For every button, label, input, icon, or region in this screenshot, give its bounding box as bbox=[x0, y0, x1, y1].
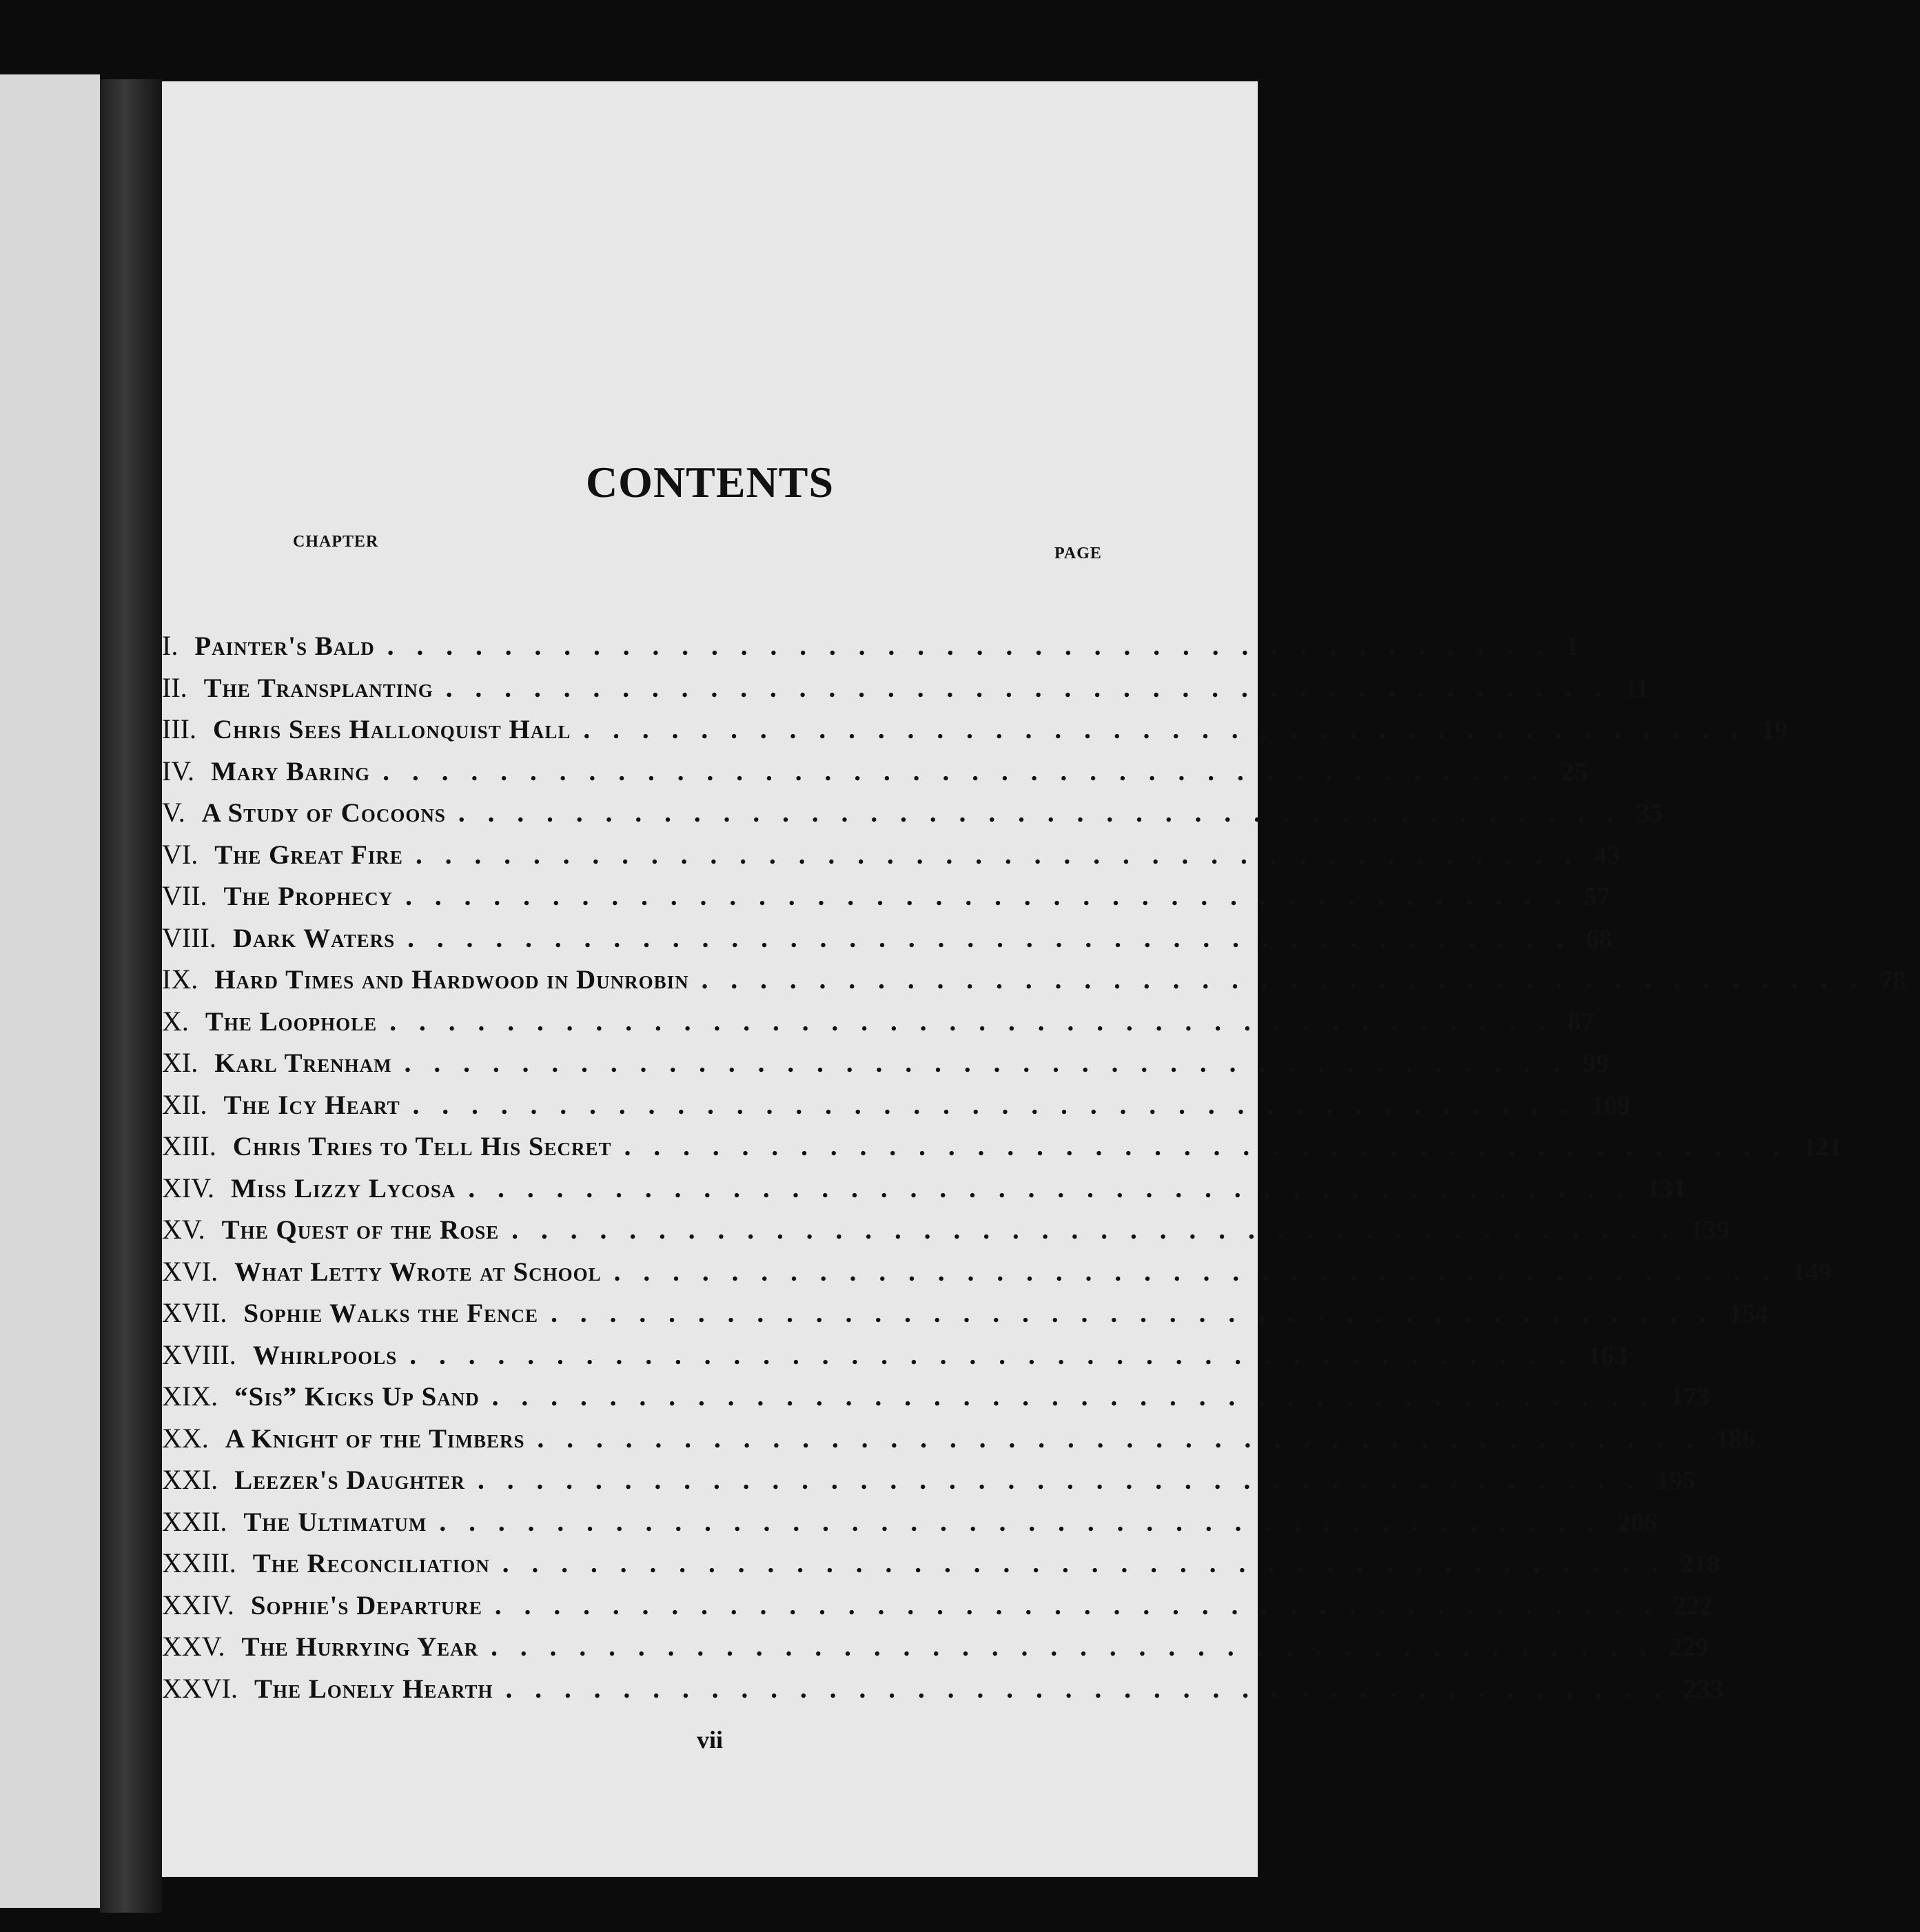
chapter-title: A Study of Cocoons bbox=[201, 798, 446, 828]
toc-entry bbox=[162, 629, 1579, 671]
dot-leader: ........................................ bbox=[404, 1048, 1583, 1078]
page-number: 131 bbox=[1646, 1174, 1686, 1203]
chapter-number: XIII. bbox=[162, 1130, 216, 1161]
page-number: 218 bbox=[1680, 1549, 1720, 1578]
page-title: CONTENTS bbox=[585, 458, 835, 507]
chapter-number: XVI. bbox=[162, 1255, 218, 1287]
dot-leader: ........................................ bbox=[613, 1257, 1793, 1287]
page-number: 57 bbox=[1584, 882, 1611, 911]
chapter-title: Chris Sees Hallonquist Hall bbox=[212, 715, 571, 744]
dot-leader: ........................................ bbox=[405, 882, 1584, 911]
page-number: 35 bbox=[1636, 799, 1663, 828]
toc-entry bbox=[162, 1630, 1709, 1671]
chapter-number: XXVI. bbox=[162, 1672, 238, 1704]
page-number: 11 bbox=[1624, 673, 1649, 703]
page-number: 99 bbox=[1582, 1049, 1609, 1078]
dot-leader: ........................................ bbox=[494, 1590, 1673, 1620]
dot-leader: ........................................ bbox=[389, 1006, 1569, 1037]
dot-leader: ........................................ bbox=[701, 965, 1880, 995]
toc-entry bbox=[162, 963, 1906, 1004]
facing-page-edge bbox=[0, 74, 100, 1908]
toc-entry bbox=[162, 1255, 1832, 1297]
toc-entry bbox=[162, 1672, 1724, 1714]
page-folio: vii bbox=[696, 1726, 723, 1753]
toc-entry bbox=[162, 796, 1663, 837]
chapter-number: IX. bbox=[162, 964, 198, 995]
book-page bbox=[162, 81, 1906, 1877]
chapter-number: VI. bbox=[162, 838, 198, 870]
dot-leader: ........................................ bbox=[468, 1173, 1647, 1203]
chapter-title: Sophie Walks the Fence bbox=[243, 1299, 539, 1328]
dot-leader: ........................................ bbox=[445, 673, 1624, 703]
page-column-header: PAGE bbox=[1054, 545, 1102, 562]
dot-leader: ........................................ bbox=[477, 1465, 1656, 1495]
dot-leader: ........................................ bbox=[511, 1215, 1691, 1245]
toc-entry bbox=[162, 755, 1588, 796]
page-number: 173 bbox=[1670, 1383, 1710, 1412]
page-number: 19 bbox=[1761, 715, 1788, 744]
page-number: 1 bbox=[1565, 632, 1579, 661]
chapter-title: The Prophecy bbox=[223, 882, 394, 911]
dot-leader: ........................................ bbox=[458, 798, 1637, 828]
chapter-title: Painter's Bald bbox=[194, 631, 375, 661]
chapter-number: XXI. bbox=[162, 1464, 218, 1495]
toc-entry bbox=[162, 922, 1613, 963]
page-number: 87 bbox=[1568, 1007, 1595, 1037]
chapter-title: The Quest of the Rose bbox=[221, 1215, 500, 1245]
chapter-number: I. bbox=[162, 630, 178, 661]
chapter-number: X. bbox=[162, 1005, 189, 1037]
chapter-number: XX. bbox=[162, 1422, 209, 1454]
chapter-number: VIII. bbox=[162, 922, 216, 953]
page-number: 163 bbox=[1588, 1341, 1628, 1370]
chapter-title: The Great Fire bbox=[214, 840, 403, 870]
chapter-title: The Icy Heart bbox=[223, 1090, 400, 1120]
chapter-number: XXV. bbox=[162, 1631, 225, 1662]
dot-leader: ........................................ bbox=[412, 1090, 1591, 1120]
chapter-title: The Transplanting bbox=[203, 673, 433, 703]
page-number: 43 bbox=[1593, 840, 1620, 870]
toc-entry bbox=[162, 1046, 1609, 1088]
chapter-number: V. bbox=[162, 797, 185, 828]
toc-entry bbox=[162, 1422, 1755, 1463]
dot-leader: ........................................ bbox=[415, 840, 1594, 870]
toc-entry bbox=[162, 1005, 1595, 1046]
page-number: 233 bbox=[1684, 1674, 1724, 1704]
toc-entry bbox=[162, 1589, 1713, 1630]
dot-leader: ........................................ bbox=[407, 923, 1586, 953]
dot-leader: ........................................ bbox=[537, 1423, 1716, 1454]
page-number: 25 bbox=[1561, 757, 1588, 786]
toc-entry bbox=[162, 713, 1788, 754]
chapter-title: Karl Trenham bbox=[214, 1048, 392, 1078]
dot-leader: ........................................ bbox=[387, 631, 1566, 661]
chapter-title: The Loophole bbox=[205, 1006, 378, 1037]
chapter-number: VII. bbox=[162, 880, 207, 911]
toc-entry bbox=[162, 1297, 1769, 1338]
page-number: 186 bbox=[1715, 1424, 1755, 1454]
page-number: 109 bbox=[1591, 1090, 1631, 1120]
toc-entry bbox=[162, 1505, 1657, 1547]
dot-leader: ........................................ bbox=[624, 1132, 1803, 1161]
toc-entry bbox=[162, 1088, 1631, 1130]
chapter-title: The Ultimatum bbox=[243, 1507, 427, 1537]
chapter-number: XIV. bbox=[162, 1172, 214, 1203]
chapter-title: “Sis” Kicks Up Sand bbox=[234, 1382, 480, 1412]
chapter-title: Sophie's Departure bbox=[250, 1590, 482, 1620]
chapter-number: XII. bbox=[162, 1088, 207, 1120]
chapter-title: The Lonely Hearth bbox=[254, 1674, 493, 1704]
page-number: 229 bbox=[1669, 1633, 1709, 1662]
chapter-number: XV. bbox=[162, 1214, 205, 1245]
dot-leader: ........................................ bbox=[409, 1340, 1589, 1370]
toc-entry bbox=[162, 1130, 1842, 1171]
chapter-number: II. bbox=[162, 671, 187, 703]
page-number: 139 bbox=[1690, 1216, 1730, 1245]
page-number: 68 bbox=[1586, 924, 1613, 953]
chapter-number: XVIII. bbox=[162, 1339, 236, 1370]
book-spine bbox=[100, 79, 162, 1913]
dot-leader: ........................................ bbox=[382, 756, 1562, 786]
page-number: 78 bbox=[1879, 966, 1906, 995]
toc-entry bbox=[162, 1547, 1720, 1588]
dot-leader: ........................................ bbox=[551, 1299, 1730, 1328]
chapter-title: Dark Waters bbox=[232, 923, 396, 953]
chapter-title: Mary Baring bbox=[211, 756, 371, 786]
chapter-title: Whirlpools bbox=[252, 1340, 398, 1370]
chapter-title: Miss Lizzy Lycosa bbox=[230, 1173, 456, 1203]
toc-entry bbox=[162, 838, 1620, 879]
chapter-number: XXII. bbox=[162, 1505, 227, 1537]
toc-entry bbox=[162, 671, 1649, 713]
dot-leader: ........................................ bbox=[491, 1632, 1670, 1662]
chapter-number: XXIII. bbox=[162, 1547, 236, 1578]
chapter-column-header: CHAPTER bbox=[293, 533, 379, 551]
chapter-number: XIX. bbox=[162, 1381, 218, 1412]
page-number: 206 bbox=[1617, 1507, 1657, 1537]
chapter-title: What Letty Wrote at School bbox=[234, 1257, 602, 1287]
page-number: 121 bbox=[1802, 1132, 1842, 1161]
chapter-number: III. bbox=[162, 713, 196, 744]
page-number: 149 bbox=[1792, 1257, 1832, 1287]
chapter-title: The Hurrying Year bbox=[241, 1632, 479, 1662]
chapter-number: XXIV. bbox=[162, 1589, 234, 1620]
chapter-title: Hard Times and Hardwood in Dunrobin bbox=[214, 965, 689, 995]
toc-entry bbox=[162, 1380, 1710, 1421]
toc-entry bbox=[162, 1213, 1730, 1254]
chapter-number: XVII. bbox=[162, 1297, 227, 1328]
chapter-title: A Knight of the Timbers bbox=[225, 1423, 525, 1454]
dot-leader: ........................................ bbox=[491, 1382, 1671, 1412]
chapter-number: IV. bbox=[162, 755, 195, 786]
chapter-title: Chris Tries to Tell His Secret bbox=[232, 1132, 612, 1161]
page-number: 222 bbox=[1673, 1591, 1713, 1620]
dot-leader: ........................................ bbox=[583, 715, 1762, 744]
toc-entry bbox=[162, 1463, 1695, 1505]
toc-entry bbox=[162, 1339, 1628, 1380]
toc-entry bbox=[162, 879, 1611, 921]
dot-leader: ........................................ bbox=[502, 1549, 1681, 1578]
page-number: 195 bbox=[1655, 1466, 1695, 1495]
page-number: 154 bbox=[1729, 1299, 1769, 1328]
chapter-title: Leezer's Daughter bbox=[234, 1465, 465, 1495]
dot-leader: ........................................ bbox=[439, 1507, 1618, 1537]
chapter-title: The Reconciliation bbox=[252, 1549, 490, 1578]
chapter-number: XI. bbox=[162, 1047, 198, 1078]
toc-entry bbox=[162, 1172, 1686, 1213]
dot-leader: ........................................ bbox=[505, 1674, 1684, 1704]
